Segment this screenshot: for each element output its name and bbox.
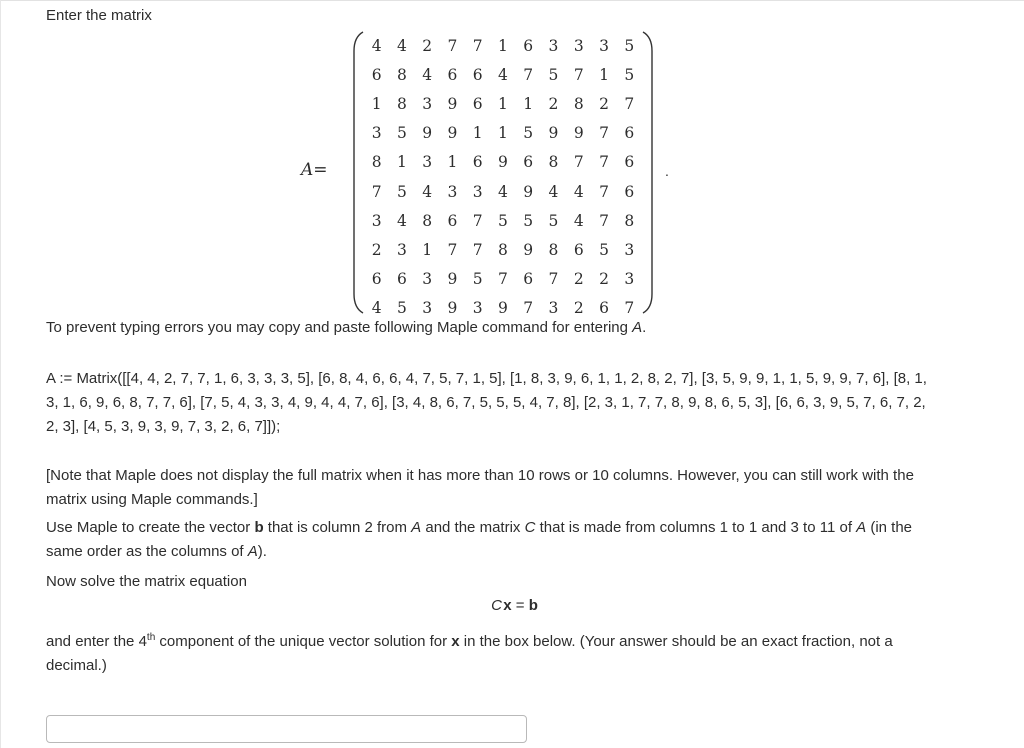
var-a: A [856,519,867,536]
matrix-cell: 3 [447,182,458,201]
matrix-cell: 7 [371,182,382,201]
matrix-cell: 9 [548,124,559,143]
matrix-cell: 7 [472,36,483,55]
matrix-cell: 3 [548,299,559,318]
matrix-cell: 6 [624,153,635,172]
matrix-cell: 6 [599,299,609,318]
matrix-cell: 1 [472,124,483,143]
matrix-cell: 2 [371,240,382,259]
matrix-cell: 3 [422,94,433,113]
matrix-cell: 6 [472,153,483,172]
matrix-cell: 5 [396,124,407,143]
matrix-cell: 1 [498,36,508,55]
matrix-cell: 8 [548,153,559,172]
matrix-cell: 3 [548,36,559,55]
matrix-cell: 7 [472,211,483,230]
matrix-cell: 6 [371,65,382,84]
matrix-cell: 3 [573,36,584,55]
matrix-c: C [524,519,536,536]
answer-input[interactable] [46,715,527,743]
matrix-cell: 6 [447,211,458,230]
copy-note [46,316,646,340]
matrix-cell: 8 [422,211,433,230]
matrix-cell: 6 [624,124,635,143]
solve-text: Now solve the matrix equation [46,573,247,590]
matrix-cell: 9 [498,299,508,318]
matrix-cell: 1 [371,94,382,113]
matrix-cell: 7 [498,270,508,289]
matrix-cell: 5 [624,65,635,84]
matrix-cell: 5 [548,65,559,84]
matrix-cell: 8 [498,240,508,259]
matrix-cell: 1 [498,124,508,143]
matrix-grid [364,31,642,323]
matrix-cell: 8 [624,211,635,230]
eq-b: b [528,597,538,614]
matrix-cell: 2 [599,94,609,113]
matrix-cell: 1 [498,94,508,113]
matrix-cell: 7 [599,153,609,172]
maple-note: [Note that Maple does not display the full matrix when it has more than 10 rows or 10 columns. However, you can still work with the matrix using Maple commands.] [46,467,914,508]
matrix-cell: 6 [447,65,458,84]
intro-text: Enter the matrix [46,7,152,24]
matrix-cell: 8 [371,153,382,172]
matrix-cell: 4 [498,65,508,84]
matrix-cell: 9 [523,182,534,201]
eq-equals: = [511,597,529,614]
matrix-cell: 6 [472,94,483,113]
final-part: and enter the 4 [46,633,147,650]
maple-command: A := Matrix([[4, 4, 2, 7, 7, 1, 6, 3, 3, 3, 5], [6, 8, 4, 6, 6, 4, 7, 5, 7, 1, 5], [1, 8, 3, 9, 6, 1, 1, 2, 8, 2, 7], [3, 5, 9, 9, 1, 1, 5, 9, 9, 7, 6], [8, 1, 3, 1, 6, 9, 6, 8, 7, 7, 6], [7, 5, 4, 3, 3, 4, 9, 4, 4, 7, 6], [3, 4, 8, 6, 7, 5, 5, 5, 4, 7, 8], [2, 3, 1, 7, 7, 8, 9, 8, 6, 5, 3], [6, 6, 3, 9, 5, 7, 6, 7, 2, 2, 3], [4, 5, 3, 9, 3, 9, 7, 3, 2, 6, 7]]); [46,370,927,435]
matrix-cell: 1 [599,65,609,84]
matrix-cell: 2 [599,270,609,289]
matrix-cell: 9 [523,240,534,259]
matrix-cell: 7 [624,299,635,318]
matrix-cell: 5 [396,299,407,318]
matrix-cell: 3 [422,270,433,289]
copy-note-var: A [632,319,643,336]
matrix-cell: 3 [371,211,382,230]
matrix-cell: 9 [498,153,508,172]
instruction [46,516,936,564]
instruction-part: that is made from columns 1 to 1 and 3 to 11 of [535,519,857,536]
matrix-cell: 5 [599,240,609,259]
instruction-part: Use Maple to create the vector [46,519,255,536]
matrix-cell: 6 [523,153,534,172]
matrix-cell: 7 [472,240,483,259]
matrix-cell: 4 [396,36,407,55]
matrix-cell: 7 [523,65,534,84]
copy-note-text: To prevent typing errors you may copy and paste following Maple command for entering [46,319,633,336]
final-part: in the box below. (Your answer should be an exact fraction, not a decimal.) [46,633,893,674]
equation [0,597,1024,614]
eq-c: C [491,597,502,614]
matrix-cell: 3 [422,153,433,172]
vector-b: b [254,519,264,536]
matrix-cell: 9 [447,124,458,143]
matrix-cell: 1 [422,240,433,259]
top-divider [0,0,1024,1]
matrix-cell: 9 [447,94,458,113]
matrix-equals: = [313,160,328,180]
matrix-cell: 2 [573,270,584,289]
matrix-cell: 1 [447,153,458,172]
matrix-cell: 6 [523,36,534,55]
matrix-cell: 2 [548,94,559,113]
matrix-cell: 6 [472,65,483,84]
matrix-cell: 4 [371,299,382,318]
matrix-cell: 5 [523,211,534,230]
matrix-cell: 8 [396,65,407,84]
copy-note-end: . [642,319,647,336]
left-bracket [352,31,364,314]
matrix-cell: 6 [396,270,407,289]
instruction-part: ). [257,543,267,560]
right-bracket [642,31,654,314]
matrix-cell: 7 [573,153,584,172]
matrix-cell: 4 [422,182,433,201]
instruction-part: that is column 2 from [263,519,412,536]
matrix-cell: 5 [523,124,534,143]
matrix-cell: 3 [396,240,407,259]
matrix-cell: 2 [422,36,433,55]
matrix-cell: 7 [447,36,458,55]
var-a: A [411,519,422,536]
matrix-cell: 6 [573,240,584,259]
matrix-cell: 9 [447,299,458,318]
matrix-cell: 4 [371,36,382,55]
matrix-cell: 4 [573,182,584,201]
matrix-cell: 9 [422,124,433,143]
matrix-cell: 5 [396,182,407,201]
matrix-cell: 5 [548,211,559,230]
matrix [352,31,654,318]
matrix-cell: 6 [371,270,382,289]
final-sup: th [146,632,156,643]
matrix-cell: 3 [599,36,609,55]
matrix-cell: 4 [396,211,407,230]
var-a: A [247,543,258,560]
matrix-cell: 3 [624,270,635,289]
matrix-cell: 3 [371,124,382,143]
matrix-cell: 3 [472,182,483,201]
matrix-cell: 3 [472,299,483,318]
matrix-cell: 6 [624,182,635,201]
matrix-cell: 5 [498,211,508,230]
matrix-cell: 3 [422,299,433,318]
matrix-cell: 7 [624,94,635,113]
matrix-cell: 4 [498,182,508,201]
matrix-cell: 5 [624,36,635,55]
matrix-cell: 4 [548,182,559,201]
final-part: component of the unique vector solution for [155,633,452,650]
matrix-var: A [301,160,314,180]
matrix-label [301,160,328,180]
instruction-part: (in the same order as the columns of [46,519,913,560]
matrix-cell: 4 [573,211,584,230]
matrix-cell: 7 [548,270,559,289]
matrix-cell: 7 [447,240,458,259]
matrix-cell: 4 [422,65,433,84]
matrix-cell: 7 [573,65,584,84]
matrix-cell: 8 [548,240,559,259]
matrix-cell: 9 [573,124,584,143]
matrix-cell: 5 [472,270,483,289]
matrix-period: . [665,163,669,179]
matrix-cell: 3 [624,240,635,259]
eq-x: x [503,597,512,614]
final-instruction [46,626,936,678]
instruction-part: and the matrix [421,519,525,536]
matrix-cell: 7 [599,182,609,201]
matrix-cell: 7 [599,211,609,230]
final-x: x [451,633,460,650]
matrix-cell: 2 [573,299,584,318]
matrix-cell: 6 [523,270,534,289]
matrix-cell: 8 [396,94,407,113]
matrix-cell: 1 [523,94,534,113]
matrix-cell: 8 [573,94,584,113]
matrix-cell: 7 [523,299,534,318]
matrix-cell: 9 [447,270,458,289]
matrix-cell: 7 [599,124,609,143]
left-border [0,0,1,748]
matrix-cell: 1 [396,153,407,172]
